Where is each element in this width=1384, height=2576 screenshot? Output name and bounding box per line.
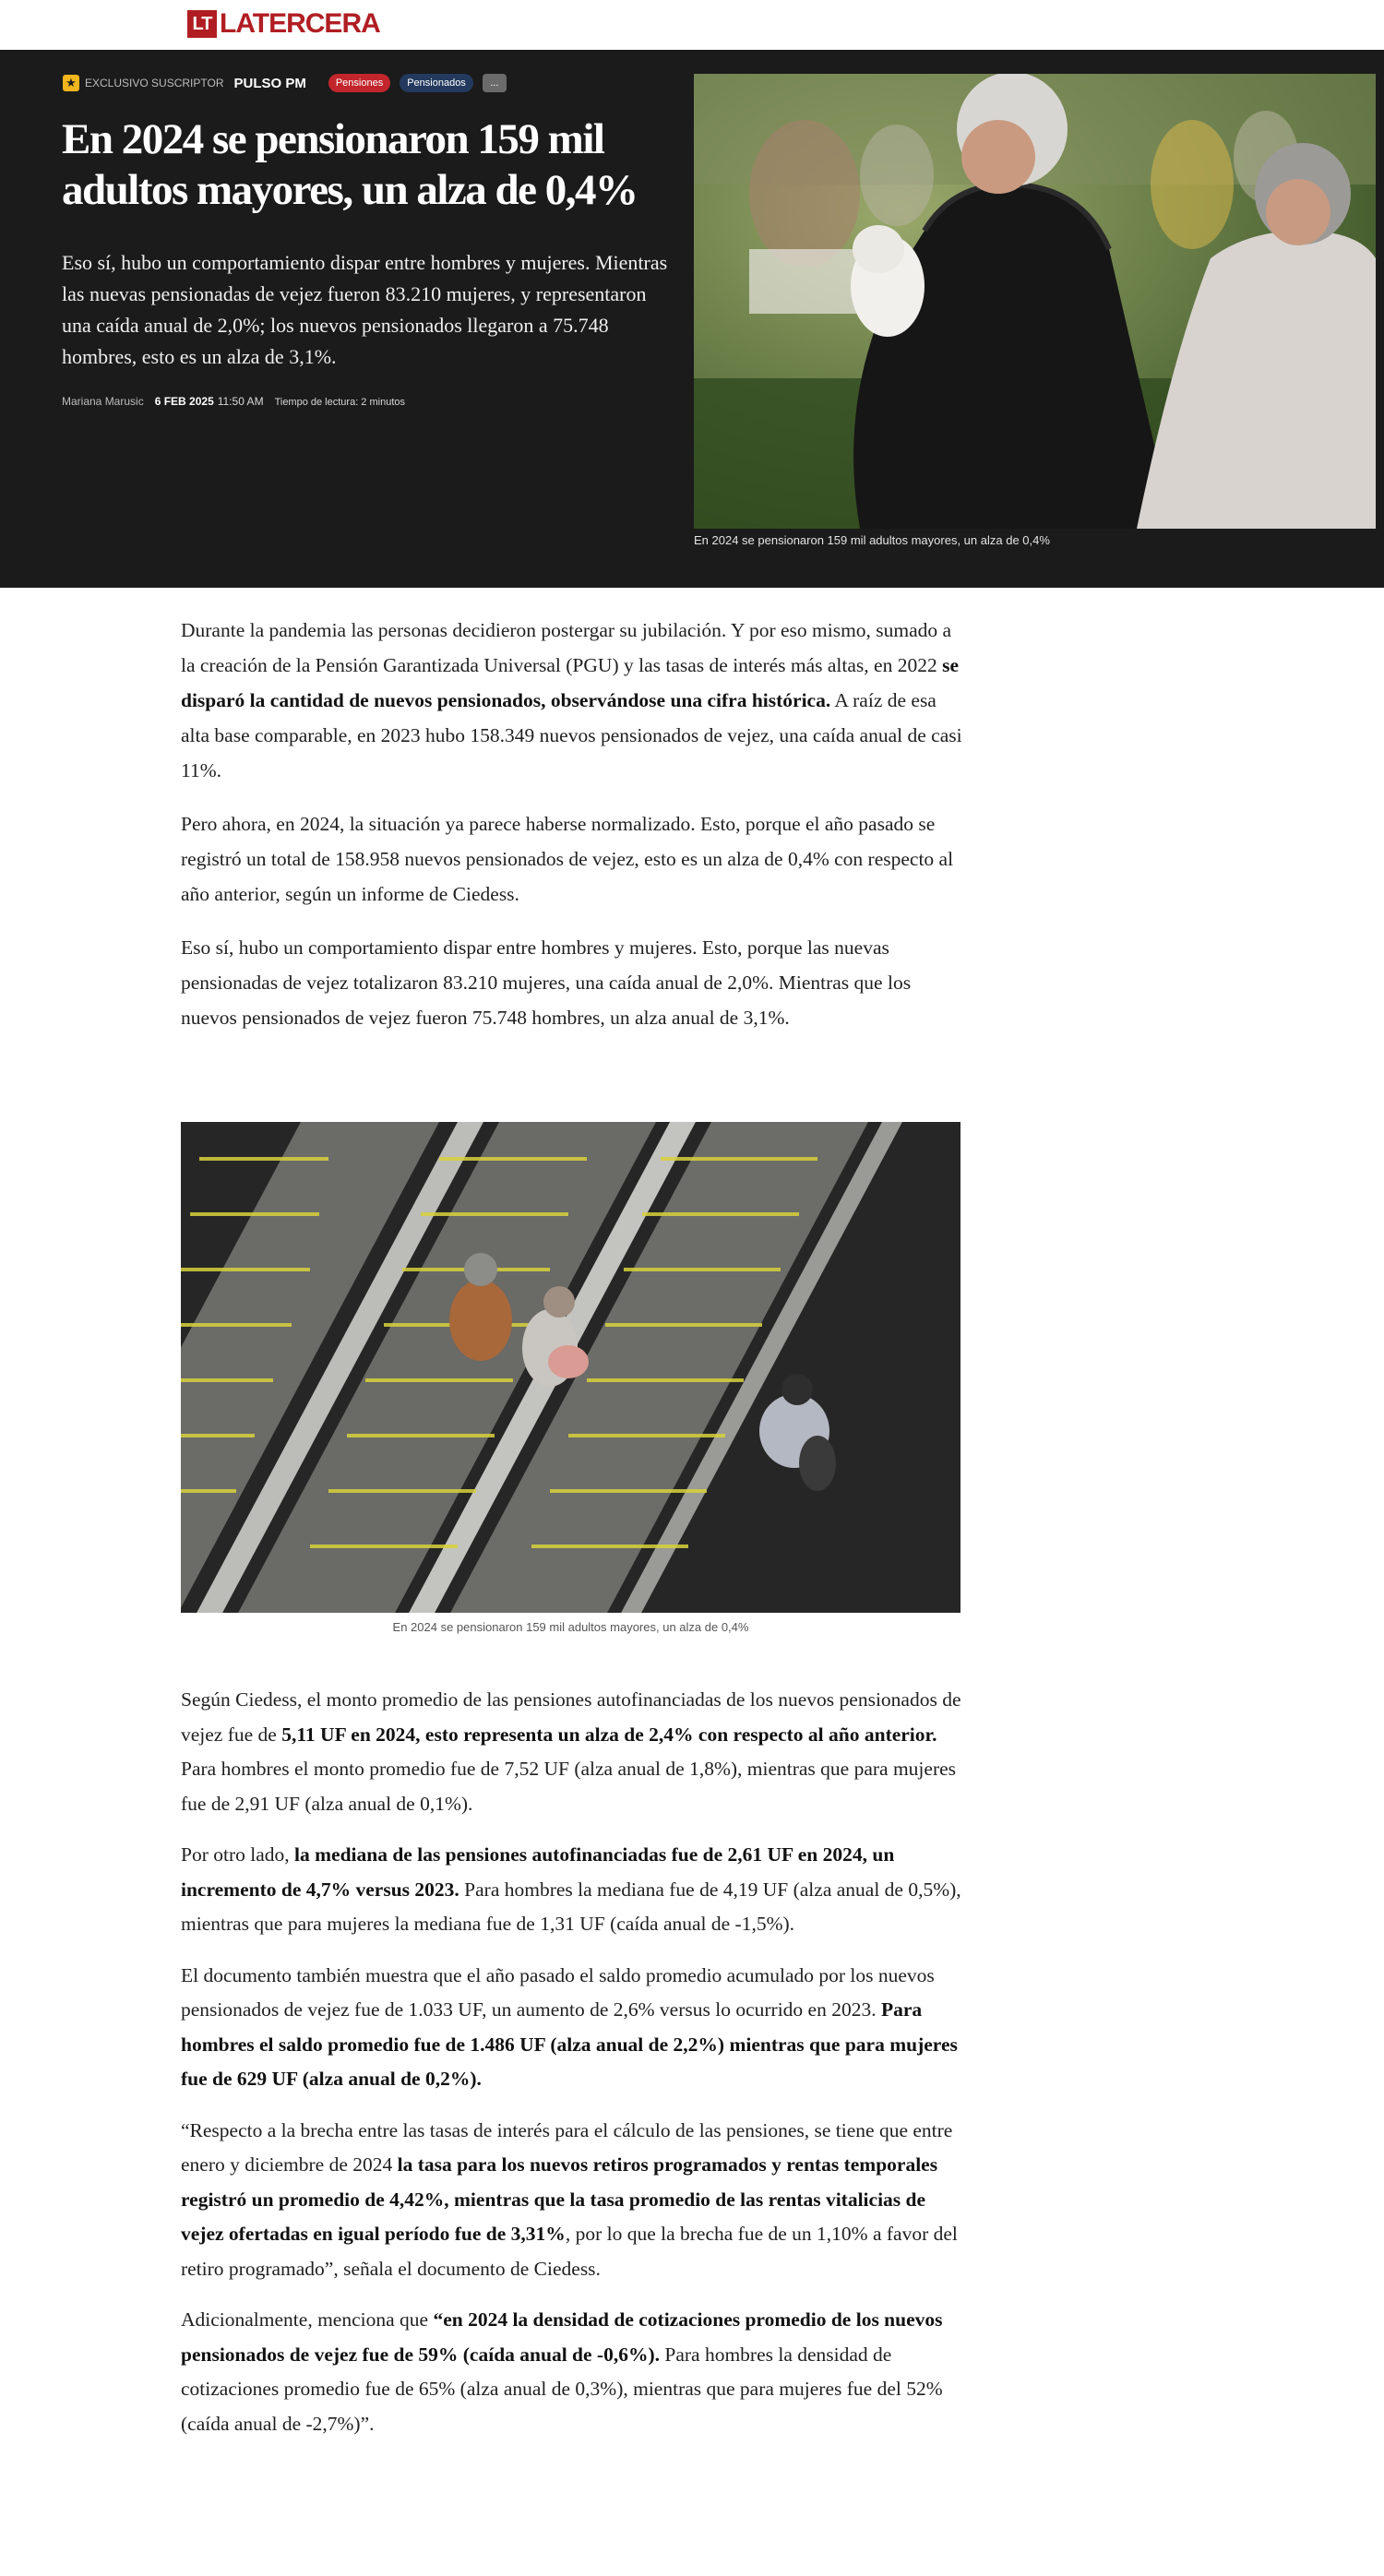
escalator-photo-illustration — [181, 1122, 960, 1613]
article-body — [181, 613, 965, 1054]
p1-bold: se disparó la cantidad de nuevos pensionados, observándose una cifra histórica. — [181, 654, 960, 711]
p1-text-a: Durante la pandemia las personas decidieron postergar su jubilación. Y por eso mismo, sumado a la creación de la Pensión Garantizada Universal (PGU) y las tasas de interés más altas, en 2022 — [181, 619, 952, 676]
p5-text-c: Para hombres la mediana fue de 4,19 UF (alza anual de 0,5%), mientras que para mujeres la mediana fue de 1,31 UF (caída anual de -1,5%). — [181, 1878, 961, 1935]
hero-photo — [694, 74, 1376, 529]
publish-date: 6 FEB 2025 — [154, 395, 214, 408]
p6-bold: Para hombres el saldo promedio fue de 1.486 UF (alza anual de 2,2%) mientras que para mujeres fue de 629 UF (alza anual de 0,2%). — [181, 1998, 958, 2090]
hero-photo-illustration — [694, 74, 1376, 529]
p5-bold: la mediana de las pensiones autofinanciadas fue de 2,61 UF en 2024, un incremento de 4,7% versus 2023. — [181, 1843, 895, 1901]
hero-photo-caption: En 2024 se pensionaron 159 mil adultos mayores, un alza de 0,4% — [694, 533, 1050, 547]
article-inline-photo — [181, 1122, 960, 1613]
publish-time: 11:50 AM — [217, 395, 264, 408]
p7-text-c: , por lo que la brecha fue de un 1,10% a favor del retiro programado”, señala el documento de Ciedess. — [181, 2223, 958, 2280]
reading-time: Tiempo de lectura: 2 minutos — [274, 397, 405, 408]
paragraph-5 — [181, 1838, 965, 1942]
article-meta-row — [63, 74, 507, 92]
paragraph-2: Pero ahora, en 2024, la situación ya parece haberse normalizado. Esto, porque el año pasado se registró un total de 158.958 nuevos pensionados de vejez, esto es un alza de 0,4% con respecto al año anterior, según un informe de Ciedess. — [181, 813, 954, 905]
paragraph-7 — [181, 2114, 965, 2287]
paragraph-6 — [181, 1959, 965, 2097]
logo-mark: LT — [187, 10, 217, 38]
p7-text-a: “Respecto a la brecha entre las tasas de interés para el cálculo de las pensiones, se tiene que entre enero y diciembre de 2024 — [181, 2118, 953, 2176]
paragraph-1 — [181, 613, 965, 788]
p4-text-c: Para hombres el monto promedio fue de 7,52 UF (alza anual de 1,8%), mientras que para mujeres fue de 2,91 UF (alza anual de 0,1%). — [181, 1758, 957, 1815]
star-icon: ★ — [63, 75, 79, 91]
article-hero — [0, 50, 1384, 588]
p5-text-a: Por otro lado, — [181, 1843, 295, 1866]
p8-text-c: Para hombres la densidad de cotizaciones promedio fue de 65% (alza anual de 0,3%), mientras que para mujeres fue del 52% (caída anual de -2,7%)”. — [181, 2343, 943, 2435]
tag-pensionados[interactable]: Pensionados — [400, 74, 473, 92]
p4-bold: 5,11 UF en 2024, esto representa un alza de 2,4% con respecto al año anterior. — [281, 1723, 937, 1746]
paragraph-3: Eso sí, hubo un comportamiento dispar entre hombres y mujeres. Esto, porque las nuevas pensionadas de vejez totalizaron 83.210 mujeres, una caída anual de 2,0%. Mientras que los nuevos pensionados de vejez fueron 75.748 hombres, un alza anual de 3,1%. — [181, 936, 912, 1029]
section-link[interactable]: PULSO PM — [233, 75, 306, 91]
article-body-continued — [181, 1683, 965, 2458]
article-title: En 2024 se pensionaron 159 mil adultos mayores, un alza de 0,4% — [62, 115, 638, 214]
inline-photo-caption: En 2024 se pensionaron 159 mil adultos mayores, un alza de 0,4% — [392, 1620, 749, 1634]
paragraph-4 — [181, 1683, 965, 1821]
author-link[interactable]: Mariana Marusic — [62, 395, 144, 408]
exclusive-label: EXCLUSIVO SUSCRIPTOR — [85, 77, 224, 89]
paragraph-8 — [181, 2303, 965, 2441]
byline — [62, 395, 405, 408]
article-lede: Eso sí, hubo un comportamiento dispar entre hombres y mujeres. Mientras las nuevas pensionadas de vejez fueron 83.210 mujeres, y representaron una caída anual de 2,0%; los nuevos pensionados llegaron a 75.748 hombres, esto es un alza de 3,1%. — [62, 251, 668, 368]
site-logo[interactable] — [187, 10, 380, 38]
site-header — [0, 0, 1384, 50]
p6-text-a: El documento también muestra que el año pasado el saldo promedio acumulado por los nuevos pensionados de vejez fue de 1.033 UF, un aumento de 2,6% versus lo ocurrido en 2023. — [181, 1963, 935, 2021]
tag-pensiones[interactable]: Pensiones — [328, 74, 390, 92]
p7-bold: la tasa para los nuevos retiros programados y rentas temporales registró un promedio de 4,42%, mientras que la tasa promedio de las rentas vitalicias de vejez ofertadas en igual período fue de 3,31% — [181, 2153, 938, 2245]
p8-bold: “en 2024 la densidad de cotizaciones promedio de los nuevos pensionados de vejez fue de 59% (caída anual de -0,6%). — [181, 2308, 943, 2366]
more-tags-button[interactable]: ... — [483, 74, 507, 92]
p1-text-c: A raíz de esa alta base comparable, en 2023 hubo 158.349 nuevos pensionados de vejez, una caída anual de casi 11%. — [181, 689, 962, 781]
p4-text-a: Según Ciedess, el monto promedio de las pensiones autofinanciadas de los nuevos pensionados de vejez fue de — [181, 1688, 961, 1746]
p8-text-a: Adicionalmente, menciona que — [181, 2308, 434, 2331]
logo-text: LATERCERA — [220, 8, 380, 39]
